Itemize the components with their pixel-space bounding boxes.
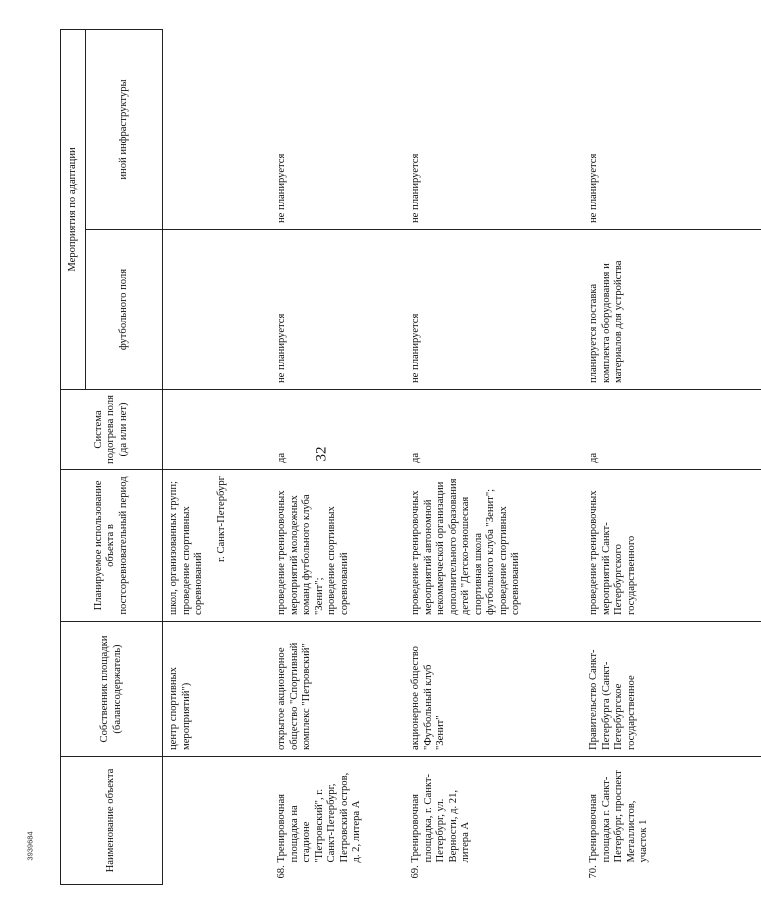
object-name: Тренировочная площадка на стадионе "Петровский", г. Санкт-Петербург, Петровский остров, д. 2, литера А bbox=[276, 772, 362, 863]
object-name: Тренировочная площадка г. Санкт-Петербург, проспект Металлистов, участок 1 bbox=[588, 770, 649, 863]
city-label: г. Санкт-Петербург bbox=[215, 476, 227, 562]
cell-usage bbox=[163, 470, 272, 622]
cell-field: планируется поставка комплекта оборудования и материалов для устройства bbox=[583, 230, 761, 390]
cell-owner: центр спортивных мероприятий") bbox=[163, 622, 272, 757]
document-id: 3939684 bbox=[25, 831, 35, 861]
facilities-table bbox=[60, 29, 761, 885]
cell-name bbox=[163, 757, 272, 885]
usage-text-2: проведение спортивных соревнований bbox=[326, 506, 350, 615]
cell-name bbox=[405, 757, 583, 885]
table-row-continuation bbox=[163, 30, 272, 885]
cell-heating: да bbox=[271, 390, 405, 470]
rotated-page bbox=[60, 20, 649, 885]
header-owner: Собственник площадки (балансодержатель) bbox=[61, 622, 163, 757]
page-number: 32 bbox=[313, 446, 330, 462]
header-name: Наименование объекта bbox=[61, 757, 163, 885]
table-row bbox=[583, 30, 761, 885]
cell-field bbox=[163, 230, 272, 390]
cell-field: не планируется bbox=[405, 230, 583, 390]
usage-text: проведение тренировочных мероприятий автономной некоммерческой организации дополнительного образования детей "Детско-юношеская спортивная школа футбольного клуба "Зенит"; bbox=[410, 478, 496, 615]
cell-heating: да bbox=[583, 390, 761, 470]
row-number: 70. bbox=[588, 865, 599, 879]
cell-heating: да bbox=[405, 390, 583, 470]
cell-name bbox=[583, 757, 761, 885]
cell-infra: не планируется bbox=[271, 30, 405, 230]
cell-usage bbox=[271, 470, 405, 622]
usage-text: школ, организованных групп; проведение спортивных соревнований bbox=[168, 481, 204, 615]
cell-owner: акционерное общество "Футбольный клуб "Зенит" bbox=[405, 622, 583, 757]
cell-heating bbox=[163, 390, 272, 470]
usage-text: проведение тренировочных мероприятий молодежных команд футбольного клуба "Зенит"; bbox=[276, 490, 325, 615]
cell-infra: не планируется bbox=[405, 30, 583, 230]
cell-owner: Правительство Санкт-Петербурга (Санкт-Петербургское государственное bbox=[583, 622, 761, 757]
row-number: 68. bbox=[276, 865, 287, 879]
header-field: футбольного поля bbox=[86, 230, 163, 390]
header-adaptation: Мероприятия по адаптации bbox=[61, 30, 86, 390]
header-infra: иной инфраструктуры bbox=[86, 30, 163, 230]
usage-text: проведение тренировочных мероприятий Санкт-Петербургского государственного bbox=[588, 490, 637, 615]
object-name: Тренировочная площадка, г. Санкт-Петербург, ул. Верности, д. 21, литера А bbox=[410, 773, 471, 863]
row-number: 69. bbox=[410, 865, 421, 879]
cell-owner: открытое акционерное общество "Спортивный комплекс "Петровский" bbox=[271, 622, 405, 757]
cell-name bbox=[271, 757, 405, 885]
cell-infra: не планируется bbox=[583, 30, 761, 230]
cell-field: не планируется bbox=[271, 230, 405, 390]
header-heating: Система подогрева поля (да или нет) bbox=[61, 390, 163, 470]
cell-usage bbox=[583, 470, 761, 622]
header-usage: Планируемое использование объекта в постсоревновательный период bbox=[61, 470, 163, 622]
table-row bbox=[405, 30, 583, 885]
usage-text-2: проведение спортивных соревнований bbox=[497, 506, 521, 615]
cell-infra bbox=[163, 30, 272, 230]
table-row bbox=[271, 30, 405, 885]
cell-usage bbox=[405, 470, 583, 622]
